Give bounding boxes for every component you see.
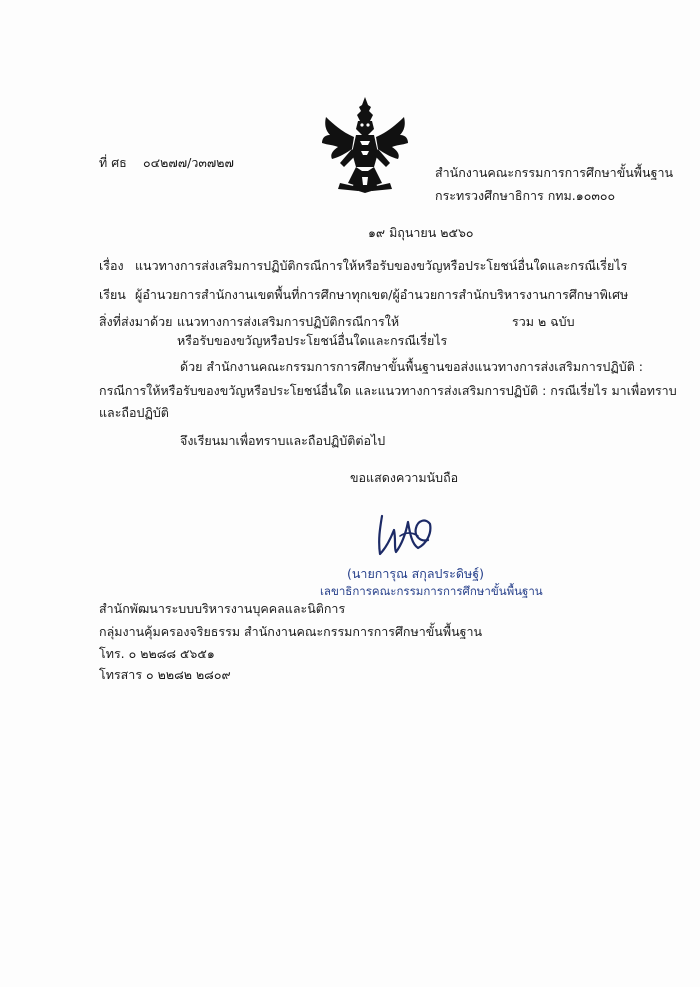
signatory-name: (นายการุณ สกุลประดิษฐ์) (347, 566, 484, 581)
letter-date: ๑๙ มิถุนายน ๒๕๖๐ (368, 225, 474, 240)
enclosure-label: สิ่งที่ส่งมาด้วย (99, 314, 173, 329)
closing-salutation: ขอแสดงความนับถือ (350, 470, 459, 485)
to-text: ผู้อำนวยการสำนักงานเขตพื้นที่การศึกษาทุกเขต/ผู้อำนวยการสำนักบริหารงานการศึกษาพิเศษ (135, 287, 629, 302)
closing-request: จึงเรียนมาเพื่อทราบและถือปฏิบัติต่อไป (180, 433, 386, 448)
reference-number: ๐๔๒๗๗/ว๓๗๒๗ (143, 155, 234, 170)
to-label: เรียน (99, 287, 126, 302)
enclosure-line-2: หรือรับของขวัญหรือประโยชน์อื่นใดและกรณีเรี่ยไร (177, 333, 448, 348)
reference-label: ที่ ศธ (99, 155, 127, 170)
body-line-3: และถือปฏิบัติ (99, 405, 169, 420)
office-name: สำนักงานคณะกรรมการการศึกษาขั้นพื้นฐาน (435, 165, 674, 180)
subject-label: เรื่อง (99, 258, 124, 273)
footer-fax: โทรสาร ๐ ๒๒๘๒ ๒๘๐๙ (99, 667, 231, 682)
subject-text: แนวทางการส่งเสริมการปฏิบัติกรณีการให้หรือรับของขวัญหรือประโยชน์อื่นใดและกรณีเรี่ยไร (135, 258, 628, 273)
handwritten-signature (372, 510, 438, 560)
signatory-title: เลขาธิการคณะกรรมการการศึกษาขั้นพื้นฐาน (320, 584, 543, 598)
enclosure-count: รวม ๒ ฉบับ (512, 314, 575, 329)
footer-department: สำนักพัฒนาระบบบริหารงานบุคคลและนิติการ (99, 601, 346, 616)
office-address: กระทรวงศึกษาธิการ กทม.๑๐๓๐๐ (435, 188, 616, 203)
footer-telephone: โทร. ๐ ๒๒๘๘ ๕๖๕๑ (99, 646, 215, 661)
body-line-1: ด้วย สำนักงานคณะกรรมการการศึกษาขั้นพื้นฐานขอส่งแนวทางการส่งเสริมการปฏิบัติ : (180, 359, 643, 374)
body-line-2: กรณีการให้หรือรับของขวัญหรือประโยชน์อื่นใด และแนวทางการส่งเสริมการปฏิบัติ : กรณีเรี่ยไร มาเพื่อทราบ (99, 383, 677, 398)
garuda-emblem-icon (318, 95, 412, 195)
enclosure-line-1: แนวทางการส่งเสริมการปฏิบัติกรณีการให้ (177, 314, 400, 329)
footer-group: กลุ่มงานคุ้มครองจริยธรรม สำนักงานคณะกรรมการการศึกษาขั้นพื้นฐาน (99, 624, 483, 639)
